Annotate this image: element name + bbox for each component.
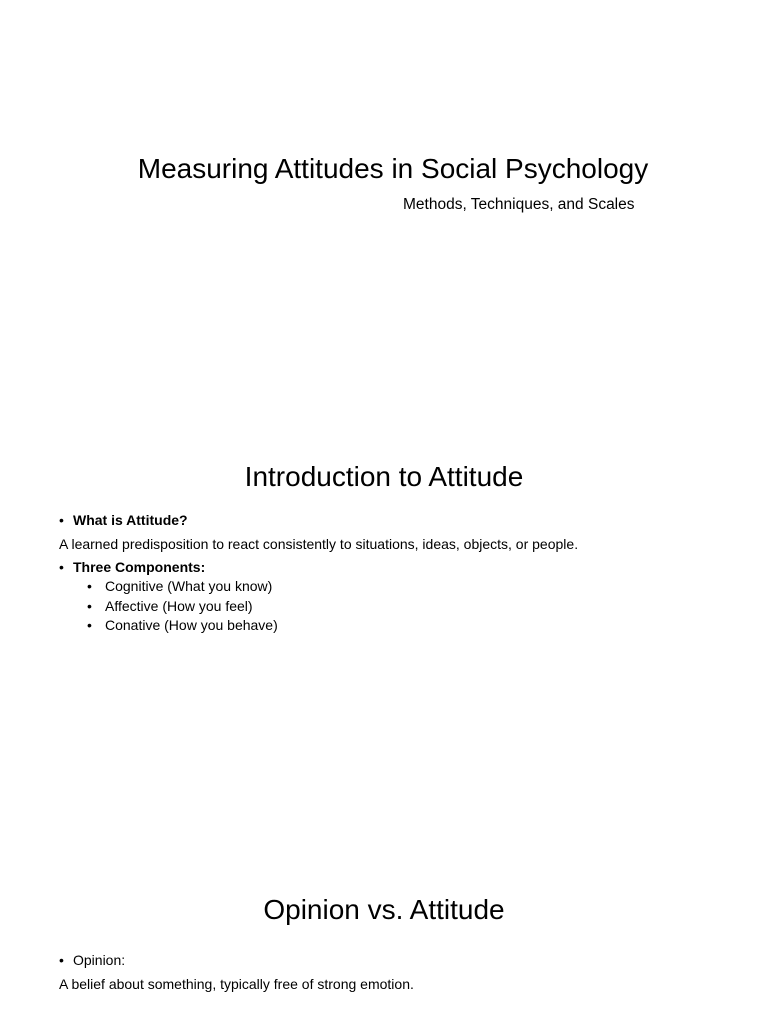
bullet-dot: •	[59, 952, 64, 968]
bullet-dot: •	[59, 559, 64, 575]
presentation-title: Measuring Attitudes in Social Psychology	[137, 153, 649, 184]
bullet-dot: •	[87, 578, 92, 594]
presentation-subtitle: Methods, Techniques, and Scales	[403, 196, 635, 213]
sub-bullet-text: Cognitive (What you know)	[105, 578, 273, 594]
bullet-text: Opinion:	[73, 952, 126, 968]
bullet-dot: •	[87, 598, 92, 614]
opinion-definition: A belief about something, typically free of strong emotion.	[59, 976, 414, 992]
section-heading-introduction: Introduction to Attitude	[244, 461, 524, 492]
sub-bullet-text: Affective (How you feel)	[105, 598, 253, 614]
bullet-dot: •	[87, 617, 92, 633]
section-heading-opinion-vs-attitude: Opinion vs. Attitude	[263, 894, 505, 925]
sub-bullet-text: Conative (How you behave)	[105, 617, 278, 633]
bullet-text: Three Components:	[73, 559, 206, 575]
attitude-definition: A learned predisposition to react consistently to situations, ideas, objects, or people.	[59, 536, 579, 552]
bullet-text: What is Attitude?	[73, 512, 188, 528]
bullet-dot: •	[59, 512, 64, 528]
